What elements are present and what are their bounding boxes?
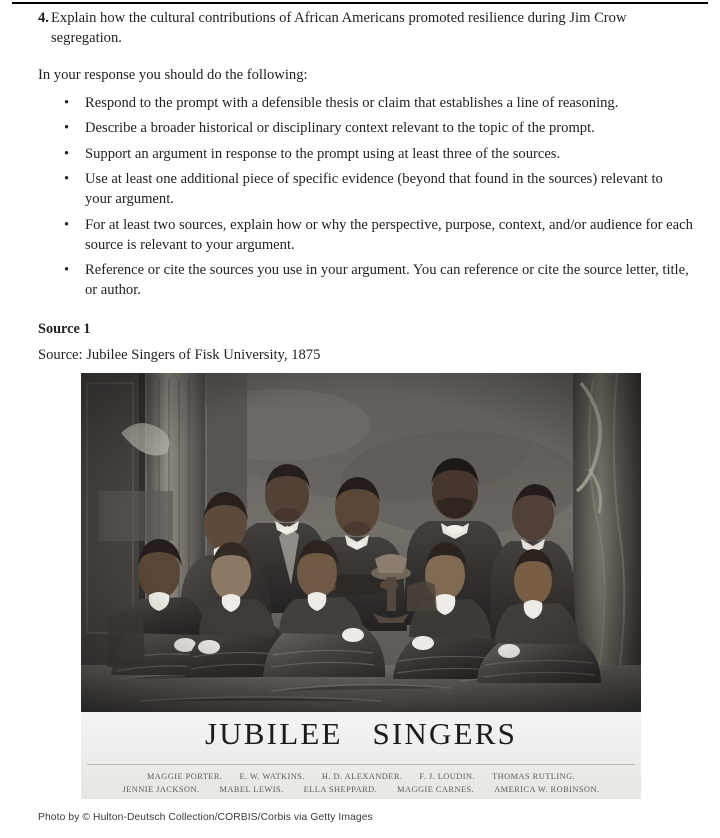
plate-title: JUBILEE SINGERS [204, 716, 518, 751]
singer-name: JENNIE JACKSON. [122, 785, 200, 795]
singer-name: MABEL LEWIS. [219, 785, 284, 795]
plate-divider [87, 764, 635, 765]
singer-name: MAGGIE CARNES. [397, 785, 475, 795]
photograph-illustration [81, 373, 641, 712]
bullet-icon: • [64, 145, 70, 162]
singer-name: AMERICA W. ROBINSON. [494, 785, 600, 795]
question-prompt [38, 9, 693, 49]
list-item-text: Support an argument in response to the prompt using at least three of the sources. [85, 145, 561, 162]
singer-name: MAGGIE PORTER. [146, 772, 223, 781]
list-item-text: Reference or cite the sources you use in your argument. You can reference or cite the source letter, title, or author. [85, 262, 689, 299]
question-number: 4. [38, 10, 49, 26]
singer-name: F. J. LOUDIN. [419, 772, 476, 781]
list-item [0, 216, 720, 256]
list-item-text: For at least two sources, explain how or why the perspective, purpose, context, and/or audience for each source is relevant to your argument. [85, 216, 693, 253]
source-figure [81, 373, 641, 799]
bullet-icon: • [64, 171, 70, 188]
source-heading: Source 1 [38, 321, 91, 338]
plate-names [81, 770, 641, 796]
bullet-icon: • [64, 262, 70, 279]
list-item [0, 170, 720, 210]
list-item [0, 145, 720, 165]
list-item-text: Respond to the prompt with a defensible thesis or claim that establishes a line of reasoning. [85, 94, 619, 111]
bullet-icon: • [64, 94, 70, 111]
singer-name: THOMAS RUTLING. [492, 772, 576, 781]
question-prompt-text: Explain how the cultural contributions of African Americans promoted resilience during Jim Crow segregation. [51, 10, 627, 46]
photo-credit: Photo by © Hulton-Deutsch Collection/CORBIS/Corbis via Getty Images [38, 812, 373, 823]
bullet-icon: • [64, 216, 70, 233]
photograph-caption-plate [81, 712, 641, 799]
jubilee-singers-photograph [81, 373, 641, 712]
singer-name: E. W. WATKINS. [239, 772, 305, 781]
page-content [0, 9, 720, 365]
plate-names-row-2 [81, 783, 641, 796]
list-item [0, 261, 720, 301]
plate-names-row-1 [81, 770, 641, 783]
instructions-intro: In your response you should do the following: [38, 66, 308, 83]
requirements-list [0, 94, 720, 301]
source-citation: Source: Jubilee Singers of Fisk University, 1875 [38, 346, 321, 363]
singer-name: H. D. ALEXANDER. [321, 772, 403, 781]
singer-name: ELLA SHEPPARD. [303, 785, 378, 795]
bullet-icon: • [64, 120, 70, 137]
list-item [0, 119, 720, 139]
list-item-text: Describe a broader historical or disciplinary context relevant to the topic of the prompt. [85, 120, 595, 137]
list-item [0, 94, 720, 114]
list-item-text: Use at least one additional piece of specific evidence (beyond that found in the sources) relevant to your argument. [85, 171, 663, 208]
page-top-rule [12, 2, 708, 4]
